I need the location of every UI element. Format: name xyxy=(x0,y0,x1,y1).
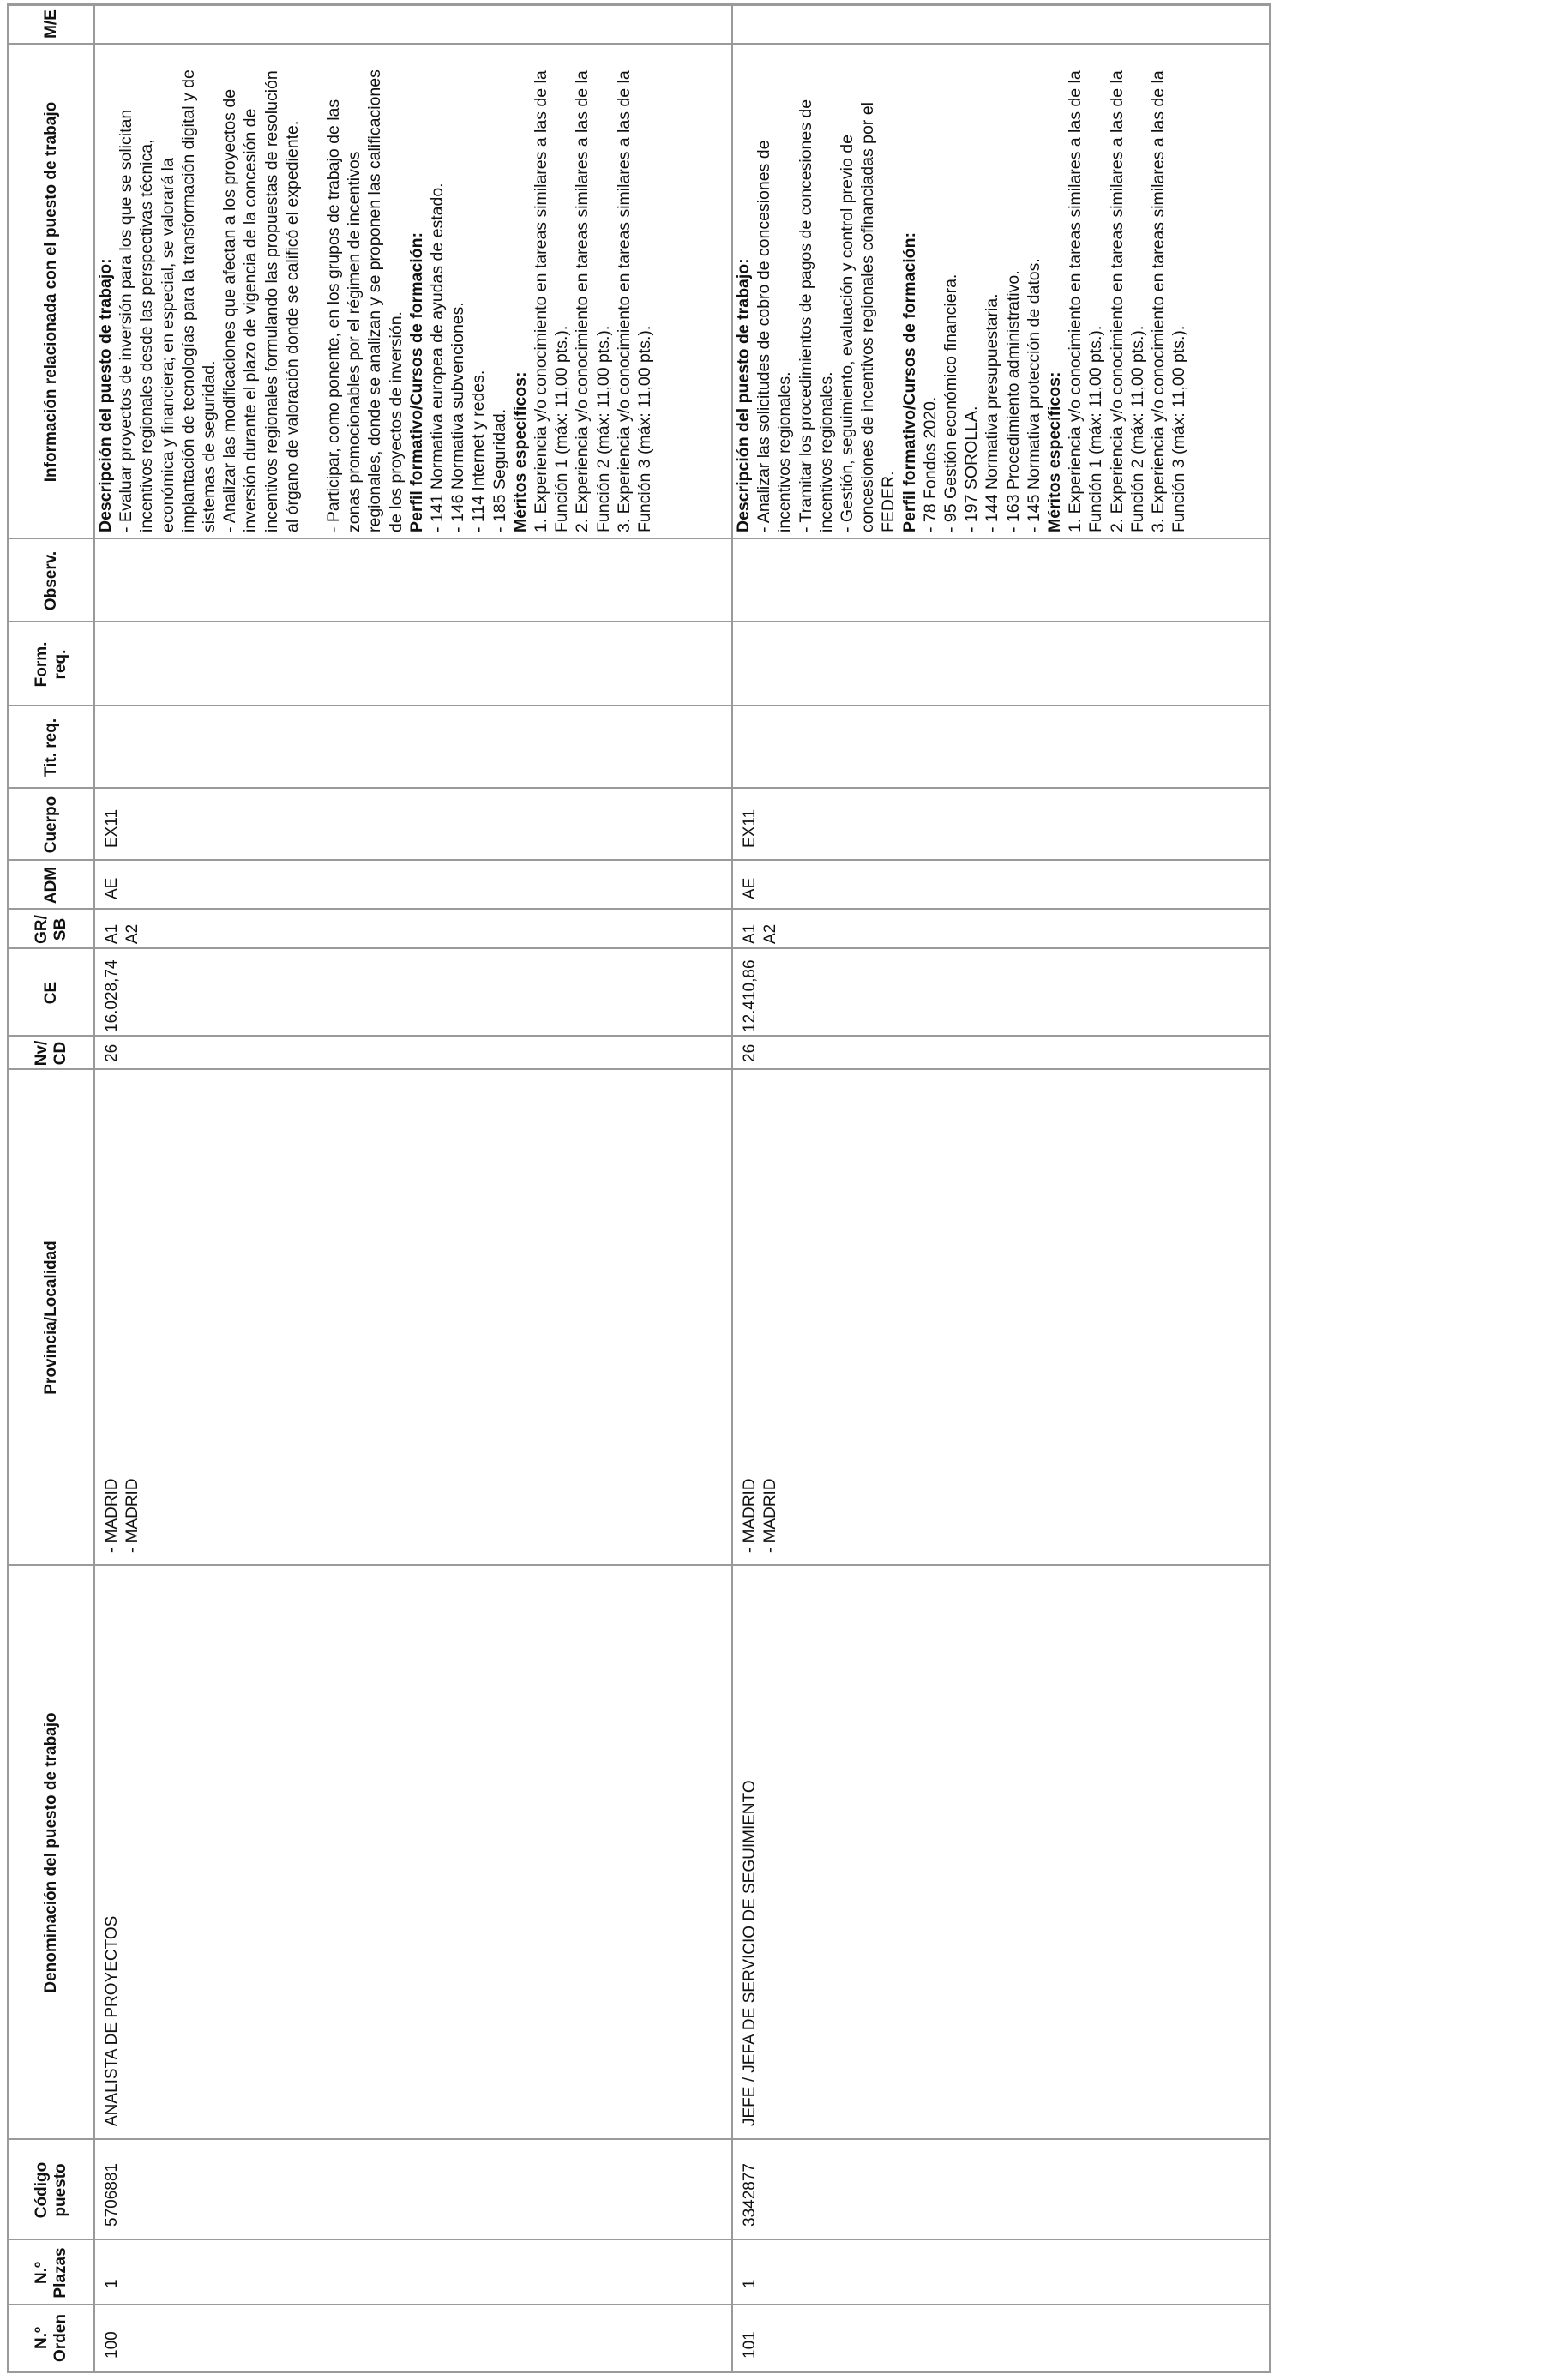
info-line: - 145 Normativa protección de datos. xyxy=(1024,258,1043,532)
header-provincia: Provincia/Localidad xyxy=(42,1241,60,1395)
denominacion-cell: ANALISTA DE PROYECTOS xyxy=(103,1915,121,2126)
plazas-cell: 1 xyxy=(103,2279,121,2288)
info-line: - Participar, como ponente, en los grupos de trabajo de las xyxy=(324,99,344,532)
plazas-cell: 1 xyxy=(741,2279,759,2288)
info-line: incentivos regionales. xyxy=(816,371,836,532)
cuerpo-cell: EX11 xyxy=(103,808,121,848)
info-line: económica y financiera; en especial, se valorará la xyxy=(158,158,177,532)
adm-cell: AE xyxy=(741,877,759,899)
ce-cell: 12.410,86 xyxy=(741,959,759,1032)
info-line: - 146 Normativa subvenciones. xyxy=(448,302,468,532)
table-row xyxy=(93,6,731,2371)
provincia-cell: - MADRID xyxy=(741,1478,759,1553)
info-line: inversión durante el plazo de vigencia de la concesión de xyxy=(241,108,261,532)
info-line: - 144 Normativa presupuestaria. xyxy=(983,293,1002,532)
info-line: regionales, donde se analizan y se proponen las calificaciones xyxy=(365,69,385,532)
nivel-cell: 26 xyxy=(741,1043,759,1062)
info-line: - 95 Gestión económico financiera. xyxy=(941,273,961,532)
info-line: Méritos específicos: xyxy=(510,371,530,532)
info-line: - 141 Normativa europea de ayudas de estado. xyxy=(428,183,448,532)
provincia-cell: - MADRID xyxy=(103,1478,121,1553)
header-ce: CE xyxy=(42,981,60,1005)
info-line: - Analizar las modificaciones que afectan a los proyectos de xyxy=(220,88,240,532)
info-line: Méritos específicos: xyxy=(1045,371,1065,532)
job-table xyxy=(7,3,1271,2373)
info-line: Descripción del puesto de trabajo: xyxy=(96,258,115,532)
info-line: al órgano de valoración donde se calificó el expediente. xyxy=(282,120,302,532)
info-line: de los proyectos de inversión. xyxy=(386,311,406,532)
info-line: incentivos regionales formulando las propuestas de resolución xyxy=(262,70,281,532)
header-gr: GR/ SB xyxy=(33,915,69,944)
info-line: - Gestión, seguimiento, evaluación y control previo de xyxy=(838,135,857,532)
info-line: sistemas de seguridad. xyxy=(200,360,219,532)
nivel-cell: 26 xyxy=(103,1043,121,1062)
info-line: 1. Experiencia y/o conocimiento en tareas similares a las de la xyxy=(1066,70,1085,532)
info-line: incentivos regionales. xyxy=(775,371,795,532)
info-line: 2. Experiencia y/o conocimiento en tareas similares a las de la xyxy=(573,70,592,532)
header-plazas: N.º Plazas xyxy=(33,2247,69,2299)
codigo-cell: 5706881 xyxy=(103,2163,121,2227)
gr-cell: A1 xyxy=(103,923,121,944)
info-line: 1. Experiencia y/o conocimiento en tareas similares a las de la xyxy=(532,70,551,532)
header-codigo: Código puesto xyxy=(33,2161,69,2219)
header-me: M/E xyxy=(42,9,60,39)
header-info: Información relacionada con el puesto de trabajo xyxy=(42,101,60,483)
info-line: Función 2 (máx: 11,00 pts.). xyxy=(593,325,613,532)
info-line: - 185 Seguridad. xyxy=(490,408,509,532)
info-line: 3. Experiencia y/o conocimiento en tareas similares a las de la xyxy=(1149,70,1169,532)
header-tit: Tit. req. xyxy=(42,718,60,778)
info-cell xyxy=(733,0,1189,532)
provincia-cell: - MADRID xyxy=(123,1478,141,1553)
info-line: Función 2 (máx: 11,00 pts.). xyxy=(1127,325,1147,532)
info-line: - Tramitar los procedimientos de pagos de concesiones de xyxy=(796,99,815,532)
info-line: Función 3 (máx: 11,00 pts.). xyxy=(1169,325,1189,532)
codigo-cell: 3342877 xyxy=(741,2163,759,2227)
info-line: zonas promocionables por el régimen de incentivos xyxy=(345,151,364,532)
provincia-cell: - MADRID xyxy=(761,1478,779,1553)
info-line: - 163 Procedimiento administrativo. xyxy=(1003,270,1023,532)
info-line xyxy=(303,0,323,532)
gr-cell: A2 xyxy=(761,923,779,944)
info-line: - 197 SOROLLA. xyxy=(962,406,982,532)
gr-cell: A1 xyxy=(741,923,759,944)
header-form: Form. req. xyxy=(33,641,69,688)
orden-cell: 100 xyxy=(103,2331,121,2359)
info-line: Función 1 (máx: 11,00 pts.). xyxy=(552,325,572,532)
info-line: 2. Experiencia y/o conocimiento en tareas similares a las de la xyxy=(1107,70,1127,532)
ce-cell: 16.028,74 xyxy=(103,959,121,1032)
header-nivel: Nv/ CD xyxy=(33,1040,69,1067)
header-cuerpo: Cuerpo xyxy=(42,796,60,854)
table-row xyxy=(731,6,1271,2371)
info-line: Perfil formativo/Cursos de formación: xyxy=(899,232,919,532)
header-orden: N.º Orden xyxy=(33,2314,69,2362)
info-line: concesiones de incentivos regionales cofinanciadas por el xyxy=(858,102,878,532)
info-line: - Evaluar proyectos de inversión para los que se solicitan xyxy=(117,109,136,532)
info-line: Perfil formativo/Cursos de formación: xyxy=(406,232,426,532)
info-line: Función 3 (máx: 11,00 pts.). xyxy=(635,325,655,532)
info-line: Función 1 (máx: 11,00 pts.). xyxy=(1086,325,1106,532)
cuerpo-cell: EX11 xyxy=(741,808,759,848)
header-denominacion: Denominación del puesto de trabajo xyxy=(42,1712,60,1993)
info-line: FEDER. xyxy=(879,471,899,532)
info-line: incentivos regionales desde las perspectivas técnica, xyxy=(137,139,157,532)
denominacion-cell: JEFE / JEFA DE SERVICIO DE SEGUIMIENTO xyxy=(741,1780,759,2126)
info-line: - Analizar las solicitudes de cobro de concesiones de xyxy=(754,140,774,532)
adm-cell: AE xyxy=(103,877,121,899)
orden-cell: 101 xyxy=(741,2331,759,2359)
header-adm: ADM xyxy=(42,866,60,905)
info-line: - 78 Fondos 2020. xyxy=(920,396,940,532)
info-cell xyxy=(95,0,655,532)
gr-cell: A2 xyxy=(123,923,141,944)
info-line: - 114 Internet y redes. xyxy=(469,370,489,532)
info-line: implantación de tecnologías para la transformación digital y de xyxy=(178,69,198,532)
header-observ: Observ. xyxy=(42,550,60,611)
info-line: Descripción del puesto de trabajo: xyxy=(734,258,753,532)
info-line: 3. Experiencia y/o conocimiento en tareas similares a las de la xyxy=(614,70,634,532)
